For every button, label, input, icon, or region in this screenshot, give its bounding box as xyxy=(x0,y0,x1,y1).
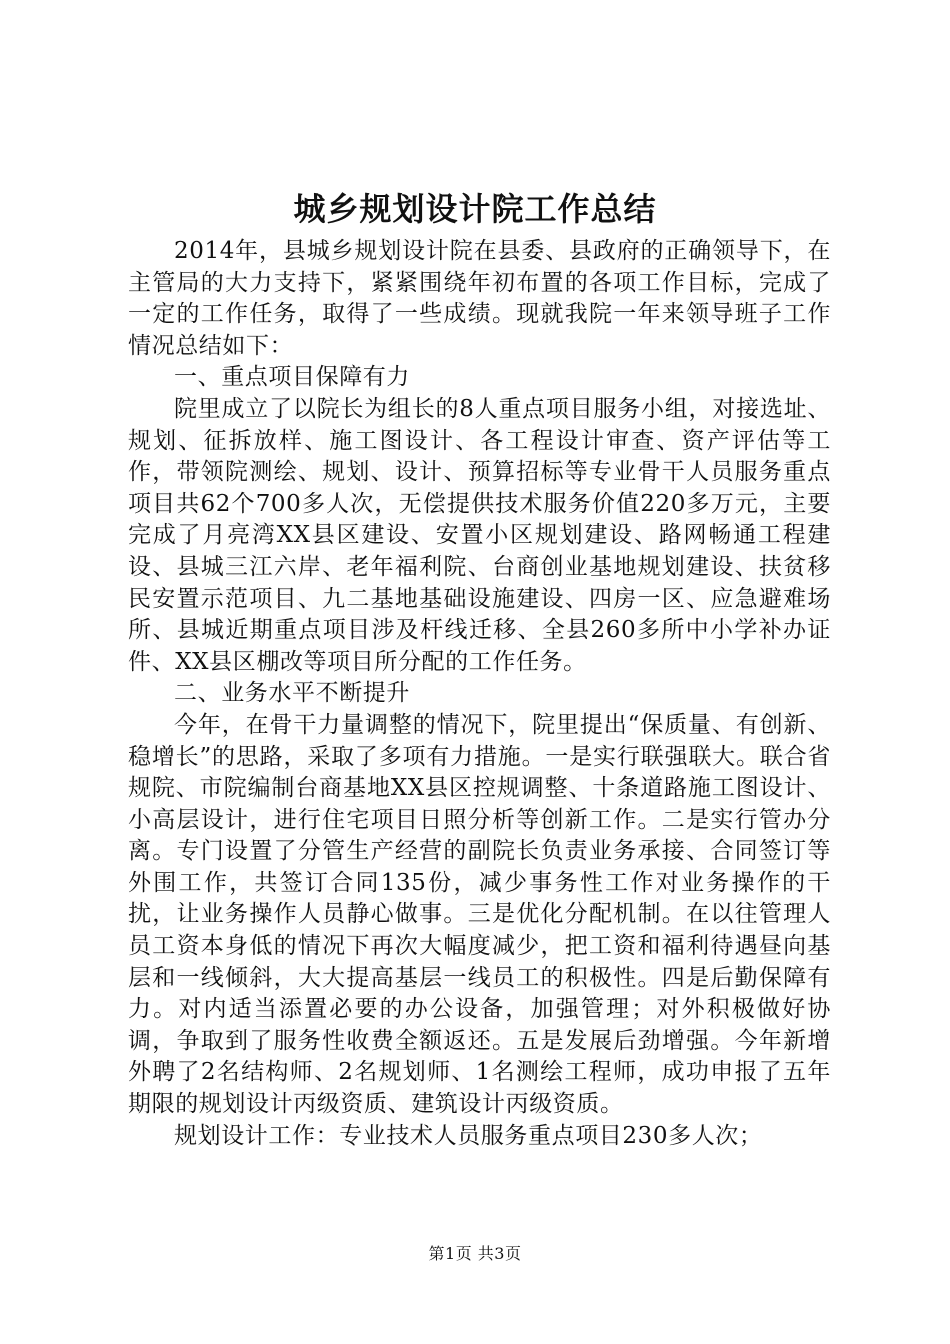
intro-paragraph: 2014年，县城乡规划设计院在县委、县政府的正确领导下，在主管局的大力支持下，紧紧围绕年初布置的各项工作目标，完成了一定的工作任务，取得了一些成绩。现就我院一年来领导班子工作情况总结如下： xyxy=(128,238,831,359)
section-heading-business-level: 二、业务水平不断提升 xyxy=(174,680,410,707)
section-heading-key-projects: 一、重点项目保障有力 xyxy=(174,364,410,391)
document-title: 城乡规划设计院工作总结 xyxy=(293,190,657,228)
document-body xyxy=(128,236,831,1152)
page-footer: 第1页 共3页 xyxy=(428,1244,522,1263)
business-level-paragraph: 今年，在骨干力量调整的情况下，院里提出“保质量、有创新、稳增长”的思路，采取了多项有力措施。一是实行联强联大。联合省规院、市院编制台商基地XX县区控规调整、十条道路施工图设计、小高层设计，进行住宅项目日照分析等创新工作。二是实行管办分离。专门设置了分管生产经营的副院长负责业务承接、合同签订等外围工作，共签订合同135份，减少事务性工作对业务操作的干扰，让业务操作人员静心做事。三是优化分配机制。在以往管理人员工资本身低的情况下再次大幅度减少，把工资和福利待遇昼向基层和一线倾斜，大大提高基层一线员工的积极性。四是后勤保障有力。对内适当添置必要的办公设备，加强管理；对外积极做好协调，争取到了服务性收费全额返还。五是发展后劲增强。今年新增外聘了2名结构师、2名规划师、1名测绘工程师，成功申报了五年期限的规划设计丙级资质、建筑设计丙级资质。 xyxy=(128,711,831,1118)
planning-design-paragraph: 规划设计工作：专业技术人员服务重点项目230多人次； xyxy=(174,1122,763,1149)
key-projects-paragraph: 院里成立了以院长为组长的8人重点项目服务小组，对接选址、规划、征拆放样、施工图设计、各工程设计审查、资产评估等工作，带领院测绘、规划、设计、预算招标等专业骨干人员服务重点项目共62个700多人次，无偿提供技术服务价值220多万元，主要完成了月亮湾XX县区建设、安置小区规划建设、路网畅通工程建设、县城三江六岸、老年福利院、台商创业基地规划建设、扶贫移民安置示范项目、九二基地基础设施建设、四房一区、应急避难场所、县城近期重点项目涉及杆线迁移、全县260多所中小学补办证件、XX县区棚改等项目所分配的工作任务。 xyxy=(128,395,831,675)
